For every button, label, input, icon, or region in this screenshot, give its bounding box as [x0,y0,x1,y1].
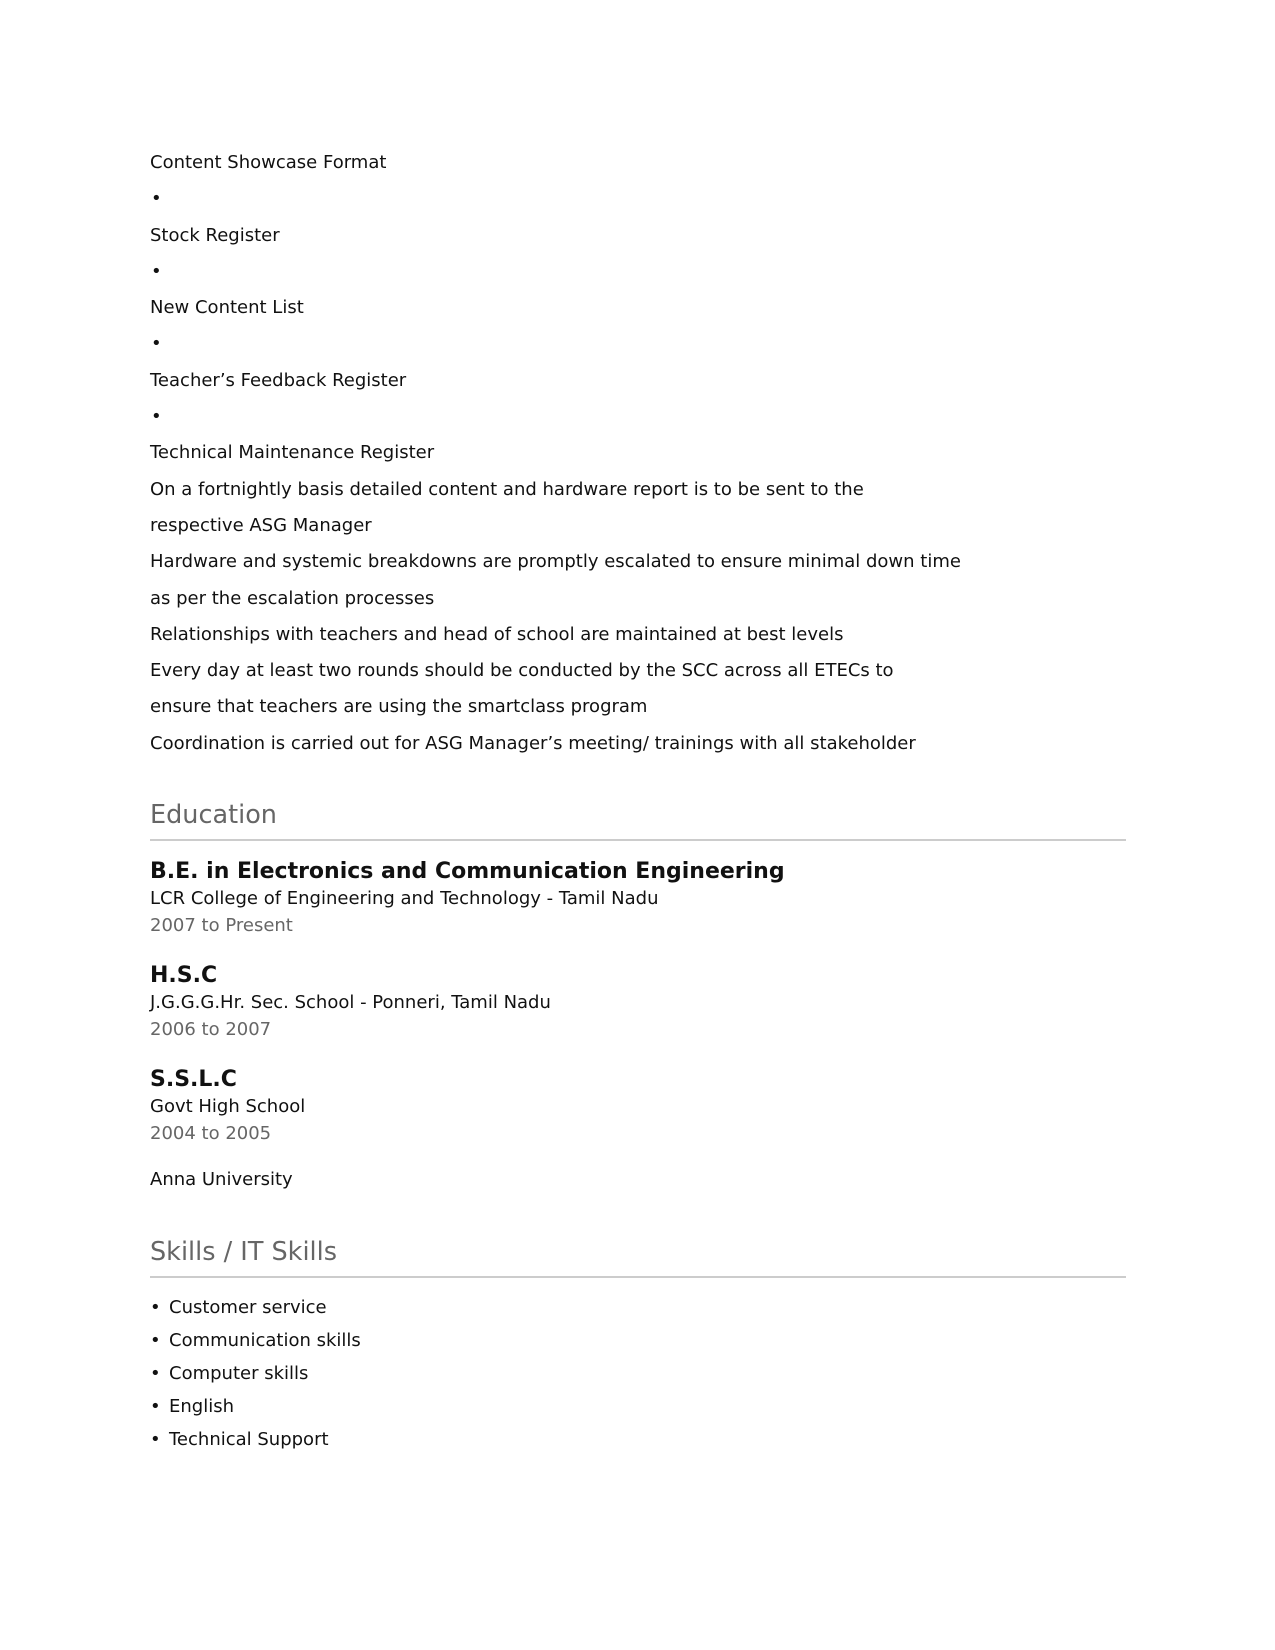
responsibility-line: respective ASG Manager [150,514,372,536]
bullet-icon: • [150,1330,161,1352]
education-list [150,858,1126,1192]
responsibility-line: Stock Register [150,224,280,246]
responsibility-line: Relationships with teachers and head of school are maintained at best levels [150,623,844,645]
responsibility-line: ensure that teachers are using the smartclass program [150,696,648,718]
responsibility-line: Content Showcase Format [150,152,387,173]
bullet-marker: • [151,406,162,428]
responsibility-line: Teacher’s Feedback Register [150,369,407,391]
education-item [150,1066,1126,1148]
education-dates: 2007 to Present [150,915,293,937]
responsibility-line: On a fortnightly basis detailed content and hardware report is to be sent to the [150,478,864,500]
resume-page [150,145,1126,1456]
degree-title: B.E. in Electronics and Communication Engineering [150,859,785,885]
skill-label: Customer service [169,1297,327,1319]
bullet-icon: • [150,1297,161,1319]
degree-title: H.S.C [150,963,218,989]
skill-item [150,1357,1126,1390]
responsibilities-list [150,145,1126,762]
skill-label: Computer skills [169,1363,309,1385]
education-item [150,962,1126,1044]
education-dates: 2004 to 2005 [150,1123,272,1145]
skill-label: Technical Support [169,1429,329,1451]
skills-heading: Skills / IT Skills [150,1235,1126,1278]
responsibility-line: as per the escalation processes [150,587,435,609]
responsibility-line: New Content List [150,297,304,319]
degree-title: S.S.L.C [150,1067,237,1093]
school-name: Govt High School [150,1096,306,1118]
education-section [150,798,1126,1192]
skill-label: English [169,1396,234,1418]
education-dates: 2006 to 2007 [150,1019,272,1041]
skill-item [150,1324,1126,1357]
responsibility-line: Hardware and systemic breakdowns are promptly escalated to ensure minimal down time [150,551,961,573]
responsibility-line: Coordination is carried out for ASG Manager’s meeting/ trainings with all stakeholder [150,732,916,754]
skill-item [150,1291,1126,1324]
skills-list [150,1291,1126,1456]
school-name: J.G.G.G.Hr. Sec. School - Ponneri, Tamil Nadu [150,992,551,1014]
responsibility-line: Every day at least two rounds should be conducted by the SCC across all ETECs to [150,660,894,682]
skills-section [150,1235,1126,1456]
education-item [150,858,1126,940]
bullet-marker: • [151,188,162,210]
skill-label: Communication skills [169,1330,361,1352]
responsibility-line: Technical Maintenance Register [150,442,435,464]
skill-item [150,1423,1126,1456]
skill-item [150,1390,1126,1423]
education-heading: Education [150,798,1126,841]
bullet-marker: • [151,333,162,355]
school-name: LCR College of Engineering and Technology - Tamil Nadu [150,888,659,910]
university-note: Anna University [150,1169,293,1191]
bullet-icon: • [150,1429,161,1451]
bullet-icon: • [150,1396,161,1418]
bullet-marker: • [151,260,162,282]
bullet-icon: • [150,1363,161,1385]
